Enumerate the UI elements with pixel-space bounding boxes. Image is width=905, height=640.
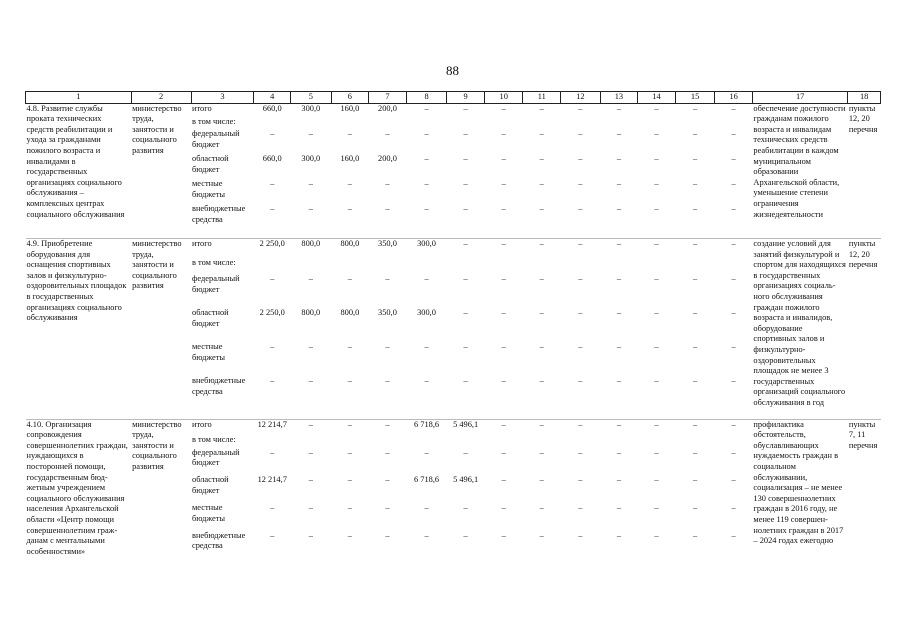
value-cell: – xyxy=(270,129,275,139)
spacer-cell xyxy=(26,228,881,239)
value-cell: – xyxy=(675,239,715,258)
value-cell: – xyxy=(578,475,583,485)
value-cell: – xyxy=(347,273,352,283)
value-cell xyxy=(369,117,407,129)
value-cell: – xyxy=(561,239,601,258)
value-cell: 12 214,7 xyxy=(257,475,287,485)
value-cell: – xyxy=(654,475,659,485)
value-cell xyxy=(523,258,561,274)
indicator-reference: пункты 12, 20 перечня xyxy=(848,103,878,134)
value-cell: 6 718,6 xyxy=(406,419,447,434)
value-cell: – xyxy=(501,307,506,317)
value-cell: 350,0 xyxy=(369,239,407,258)
value-cell: – xyxy=(539,273,544,283)
value-cell: – xyxy=(308,530,313,540)
value-cell: – xyxy=(731,307,736,317)
value-cell: – xyxy=(692,341,698,351)
value-cell: – xyxy=(424,154,429,164)
value-cell: – xyxy=(463,179,468,189)
value-cell: – xyxy=(731,103,736,113)
value-cell: – xyxy=(501,530,506,540)
value-cell: – xyxy=(308,204,313,214)
value-cell xyxy=(447,435,485,448)
value-cell: – xyxy=(539,204,544,214)
value-cell: – xyxy=(385,375,390,385)
funding-source: федеральный бюджет xyxy=(192,129,240,149)
column-number-row xyxy=(26,92,881,104)
value-cell: – xyxy=(270,530,275,540)
value-cell: – xyxy=(616,103,622,113)
value-cell: – xyxy=(654,341,659,351)
column-number-4: 4 xyxy=(254,92,291,104)
funding-source: внебюджетные средства xyxy=(192,530,246,551)
value-cell: – xyxy=(731,129,736,139)
column-number-1: 1 xyxy=(26,92,132,104)
value-cell: 300,0 xyxy=(417,307,436,317)
indicator-reference: пункты 12, 20 перечня xyxy=(848,239,881,409)
value-cell xyxy=(484,117,523,129)
value-cell: 160,0 xyxy=(340,103,360,113)
value-cell: – xyxy=(447,239,485,258)
value-cell: – xyxy=(715,239,753,258)
funding-source: в том числе: xyxy=(192,434,236,444)
value-cell: – xyxy=(308,375,313,385)
funding-source: местные бюджеты xyxy=(192,179,226,199)
measure-name: 4.9. Приобретение оборудования для оснащения спортивных залов и физкультурно-оздоровительных площадок в государственных организациях социального обслуживания xyxy=(26,239,132,409)
value-cell: – xyxy=(616,179,622,189)
value-cell: – xyxy=(308,475,313,485)
value-cell xyxy=(675,117,715,129)
value-cell: – xyxy=(539,475,544,485)
value-cell: – xyxy=(539,530,544,540)
funding-source: областной бюджет xyxy=(192,307,229,328)
value-cell: – xyxy=(501,341,506,351)
table-row xyxy=(26,103,881,117)
value-cell: – xyxy=(616,154,622,164)
value-cell: – xyxy=(638,419,676,434)
value-cell xyxy=(638,435,676,448)
value-cell xyxy=(406,435,447,448)
value-cell: – xyxy=(654,179,659,189)
value-cell: – xyxy=(270,273,275,283)
funding-source: местные бюджеты xyxy=(192,341,226,362)
value-cell: – xyxy=(539,341,544,351)
column-number-12: 12 xyxy=(561,92,601,104)
value-cell: 5 496,1 xyxy=(447,419,485,434)
value-cell: – xyxy=(501,503,506,513)
value-cell: – xyxy=(385,475,390,485)
value-cell: – xyxy=(463,375,468,385)
value-cell: 200,0 xyxy=(378,103,397,113)
value-cell: – xyxy=(270,375,275,385)
value-cell: – xyxy=(308,341,313,351)
value-cell: – xyxy=(463,530,468,540)
value-cell: – xyxy=(463,307,468,317)
value-cell: – xyxy=(561,419,601,434)
value-cell: – xyxy=(675,419,715,434)
value-cell: – xyxy=(270,503,275,513)
column-number-7: 7 xyxy=(369,92,407,104)
value-cell: 660,0 xyxy=(262,103,282,113)
value-cell: – xyxy=(501,154,506,164)
value-cell: 300,0 xyxy=(301,154,321,164)
funding-source: внебюджетные средства xyxy=(192,204,246,224)
column-number-3: 3 xyxy=(191,92,254,104)
value-cell: – xyxy=(654,307,659,317)
value-cell: – xyxy=(308,503,313,513)
value-cell: – xyxy=(385,204,390,214)
value-cell xyxy=(254,117,291,129)
value-cell: – xyxy=(539,179,544,189)
expected-result: профилактика обстоятельств, обуславливающих нуждаемость граждан в социальном обслуживании, социализация – не менее 130 совершеннолетних граждан в 2016 году, не менее 119 совершен-нолетних граждан в 2017 – 2024 годах ежегодно xyxy=(752,419,847,557)
value-cell xyxy=(715,117,753,129)
value-cell: – xyxy=(424,341,429,351)
value-cell: – xyxy=(654,103,659,113)
value-cell: 300,0 xyxy=(301,103,321,113)
value-cell: 5 496,1 xyxy=(453,475,479,485)
value-cell: – xyxy=(616,530,622,540)
value-cell: – xyxy=(578,204,583,214)
value-cell: – xyxy=(424,273,429,283)
value-cell: – xyxy=(692,475,698,485)
value-cell: – xyxy=(616,503,622,513)
value-cell: – xyxy=(347,447,352,457)
value-cell: – xyxy=(424,503,429,513)
value-cell xyxy=(638,117,676,129)
value-cell: – xyxy=(463,154,468,164)
value-cell: – xyxy=(463,204,468,214)
value-cell: – xyxy=(654,129,659,139)
value-cell: – xyxy=(578,341,583,351)
value-cell: – xyxy=(692,103,698,113)
column-number-17: 17 xyxy=(752,92,847,104)
value-cell: – xyxy=(578,503,583,513)
value-cell: – xyxy=(369,419,407,434)
value-cell: – xyxy=(616,307,622,317)
value-cell: – xyxy=(424,103,429,113)
value-cell: – xyxy=(578,273,583,283)
value-cell: 2 250,0 xyxy=(254,239,291,258)
value-cell: – xyxy=(501,204,506,214)
value-cell: – xyxy=(347,530,352,540)
value-cell: – xyxy=(523,419,561,434)
value-cell: – xyxy=(731,447,736,457)
value-cell xyxy=(600,258,638,274)
value-cell: – xyxy=(654,154,659,164)
column-number-10: 10 xyxy=(484,92,523,104)
value-cell: – xyxy=(539,129,544,139)
value-cell: – xyxy=(463,273,468,283)
table-row xyxy=(26,419,881,434)
value-cell: – xyxy=(616,375,622,385)
value-cell xyxy=(369,435,407,448)
value-cell xyxy=(675,258,715,274)
value-cell: – xyxy=(600,239,638,258)
value-cell: 6 718,6 xyxy=(413,475,440,485)
value-cell: – xyxy=(539,154,544,164)
value-cell: – xyxy=(731,503,736,513)
value-cell: – xyxy=(270,447,275,457)
value-cell xyxy=(715,435,753,448)
value-cell: – xyxy=(731,375,736,385)
value-cell xyxy=(291,435,332,448)
value-cell xyxy=(561,258,601,274)
value-cell xyxy=(561,117,601,129)
value-cell: – xyxy=(616,273,622,283)
expected-result: обеспечение доступности гражданам пожилого возраста и инвалидам технических средств реабилитации в каждом муниципальном образовании Архангельской области, уменьшение степени ограничения жизнедеятельности xyxy=(753,103,846,219)
value-cell: – xyxy=(731,154,736,164)
value-cell: – xyxy=(616,475,622,485)
value-cell: – xyxy=(270,204,275,214)
value-cell: – xyxy=(463,103,468,113)
value-cell: – xyxy=(308,447,313,457)
value-cell xyxy=(331,435,369,448)
value-cell: – xyxy=(578,154,583,164)
value-cell: – xyxy=(731,204,736,214)
value-cell: – xyxy=(385,129,390,139)
value-cell xyxy=(291,117,332,129)
value-cell: – xyxy=(578,103,583,113)
column-number-16: 16 xyxy=(715,92,753,104)
funding-source: итого xyxy=(192,103,212,113)
value-cell: – xyxy=(578,307,583,317)
value-cell: – xyxy=(578,179,583,189)
value-cell: – xyxy=(654,447,659,457)
value-cell: – xyxy=(424,129,429,139)
value-cell: – xyxy=(654,375,659,385)
value-cell: – xyxy=(692,375,698,385)
value-cell: – xyxy=(692,154,698,164)
value-cell: – xyxy=(385,530,390,540)
value-cell: – xyxy=(424,530,429,540)
value-cell: 800,0 xyxy=(301,307,321,317)
column-number-6: 6 xyxy=(331,92,369,104)
value-cell xyxy=(484,258,523,274)
value-cell: – xyxy=(308,273,313,283)
value-cell: – xyxy=(484,239,523,258)
page-number: 88 xyxy=(446,63,459,78)
value-cell: – xyxy=(463,129,468,139)
value-cell: – xyxy=(578,447,583,457)
value-cell: – xyxy=(731,179,736,189)
value-cell: – xyxy=(692,204,698,214)
value-cell: – xyxy=(616,129,622,139)
value-cell: – xyxy=(424,375,429,385)
value-cell: – xyxy=(424,447,429,457)
executor-cell: министерство труда, занятости и социального развития xyxy=(131,419,191,557)
value-cell: – xyxy=(501,179,506,189)
value-cell xyxy=(675,435,715,448)
value-cell: – xyxy=(578,129,583,139)
value-cell: 660,0 xyxy=(262,154,282,164)
value-cell: 2 250,0 xyxy=(259,307,285,317)
section-spacer xyxy=(26,409,881,420)
executor-cell: министерство труда, занятости и социального развития xyxy=(132,103,182,155)
value-cell: – xyxy=(308,179,313,189)
value-cell: – xyxy=(616,341,622,351)
value-cell: – xyxy=(501,375,506,385)
value-cell xyxy=(715,258,753,274)
funding-source: в том числе: xyxy=(192,257,236,267)
funding-source: в том числе: xyxy=(192,117,236,127)
value-cell: – xyxy=(347,129,352,139)
funding-source: федеральный бюджет xyxy=(192,273,240,294)
value-cell: – xyxy=(347,503,352,513)
value-cell: – xyxy=(578,375,583,385)
value-cell xyxy=(254,435,291,448)
value-cell: – xyxy=(424,204,429,214)
value-cell: – xyxy=(501,447,506,457)
value-cell: – xyxy=(539,307,544,317)
value-cell: – xyxy=(731,530,736,540)
value-cell: – xyxy=(308,129,313,139)
column-number-11: 11 xyxy=(523,92,561,104)
value-cell xyxy=(331,258,369,274)
column-number-14: 14 xyxy=(638,92,676,104)
funding-source: федеральный бюджет xyxy=(192,447,240,468)
column-number-8: 8 xyxy=(406,92,447,104)
value-cell: – xyxy=(692,273,698,283)
column-number-5: 5 xyxy=(291,92,332,104)
value-cell: 12 214,7 xyxy=(254,419,291,434)
value-cell xyxy=(406,258,447,274)
value-cell: – xyxy=(731,273,736,283)
value-cell: – xyxy=(654,273,659,283)
value-cell: – xyxy=(347,475,352,485)
value-cell: 200,0 xyxy=(378,154,397,164)
value-cell: – xyxy=(424,179,429,189)
value-cell xyxy=(369,258,407,274)
value-cell: – xyxy=(347,375,352,385)
value-cell xyxy=(291,258,332,274)
value-cell: – xyxy=(385,179,390,189)
value-cell: – xyxy=(463,503,468,513)
value-cell xyxy=(600,435,638,448)
value-cell: – xyxy=(578,530,583,540)
value-cell: – xyxy=(638,239,676,258)
value-cell: – xyxy=(654,503,659,513)
value-cell: 350,0 xyxy=(378,307,397,317)
value-cell: – xyxy=(692,307,698,317)
value-cell: – xyxy=(692,530,698,540)
value-cell: – xyxy=(385,273,390,283)
spacer-cell xyxy=(26,409,881,420)
section-spacer xyxy=(26,228,881,239)
value-cell: – xyxy=(523,239,561,258)
value-cell: – xyxy=(654,530,659,540)
value-cell: – xyxy=(291,419,332,434)
value-cell: – xyxy=(501,103,506,113)
funding-source: внебюджетные средства xyxy=(192,375,246,396)
value-cell xyxy=(484,435,523,448)
value-cell xyxy=(523,435,561,448)
value-cell: – xyxy=(692,179,698,189)
value-cell xyxy=(331,117,369,129)
value-cell: – xyxy=(654,204,659,214)
table-row xyxy=(26,239,881,258)
value-cell: – xyxy=(501,273,506,283)
value-cell: – xyxy=(692,129,698,139)
value-cell: – xyxy=(539,103,544,113)
value-cell: – xyxy=(331,419,369,434)
value-cell: – xyxy=(539,447,544,457)
indicator-reference: пункты 7, 11 перечня xyxy=(848,419,881,557)
value-cell: – xyxy=(463,447,468,457)
funding-source: итого xyxy=(191,419,254,434)
column-number-18: 18 xyxy=(848,92,881,104)
value-cell: 800,0 xyxy=(291,239,332,258)
value-cell: – xyxy=(385,447,390,457)
program-table xyxy=(25,91,881,557)
value-cell: – xyxy=(731,341,736,351)
value-cell: – xyxy=(270,179,275,189)
column-number-2: 2 xyxy=(131,92,191,104)
value-cell: 300,0 xyxy=(406,239,447,258)
funding-source: областной бюджет xyxy=(192,154,229,174)
value-cell: – xyxy=(715,419,753,434)
value-cell: – xyxy=(616,447,622,457)
funding-source: областной бюджет xyxy=(192,475,229,496)
value-cell: – xyxy=(270,341,275,351)
value-cell: – xyxy=(347,179,352,189)
value-cell xyxy=(523,117,561,129)
value-cell: – xyxy=(692,503,698,513)
column-number-13: 13 xyxy=(600,92,638,104)
value-cell xyxy=(447,258,485,274)
funding-source: местные бюджеты xyxy=(192,503,226,523)
value-cell: 160,0 xyxy=(340,154,360,164)
value-cell: – xyxy=(347,204,352,214)
value-cell: – xyxy=(692,447,698,457)
value-cell: – xyxy=(463,341,468,351)
expected-result: создание условий для занятий физкультурой и спортом для находящихся в государственных организациях социаль-ного обслуживания граждан пожилого возраста и инвалидов, оборудование спортивных залов и физкультурно-оздоровительных площадок не менее 3 государственных организаций социального обслуживания в год xyxy=(752,239,847,409)
column-number-9: 9 xyxy=(447,92,485,104)
value-cell xyxy=(561,435,601,448)
funding-source: итого xyxy=(191,239,254,258)
measure-name: 4.10. Организация сопровождения совершеннолетних граждан, нуждающихся в посторонней помощи, государственным бюд-жетным учреждением социального обслуживания населения Архангельской области «Центр помощи совершеннолетним граж-данам с ментальными особенностями» xyxy=(26,419,132,557)
value-cell: – xyxy=(616,204,622,214)
value-cell: – xyxy=(600,419,638,434)
value-cell: – xyxy=(501,475,506,485)
column-number-15: 15 xyxy=(675,92,715,104)
value-cell xyxy=(638,258,676,274)
value-cell xyxy=(406,117,447,129)
executor-cell: министерство труда, занятости и социального развития xyxy=(131,239,191,409)
value-cell: – xyxy=(539,375,544,385)
measure-name: 4.8. Развитие службы проката технических средств реабилитации и ухода за гражданами пожилого возраста и инвалидами в государственных организациях социального обслуживания – комплексных центрах социального обслуживания xyxy=(26,103,125,219)
value-cell: – xyxy=(347,341,352,351)
value-cell: 800,0 xyxy=(340,307,360,317)
value-cell xyxy=(600,117,638,129)
value-cell xyxy=(447,117,485,129)
value-cell: – xyxy=(501,129,506,139)
value-cell: 800,0 xyxy=(331,239,369,258)
value-cell: – xyxy=(539,503,544,513)
value-cell: – xyxy=(385,341,390,351)
value-cell: – xyxy=(385,503,390,513)
value-cell: – xyxy=(484,419,523,434)
value-cell xyxy=(254,258,291,274)
value-cell: – xyxy=(731,475,736,485)
